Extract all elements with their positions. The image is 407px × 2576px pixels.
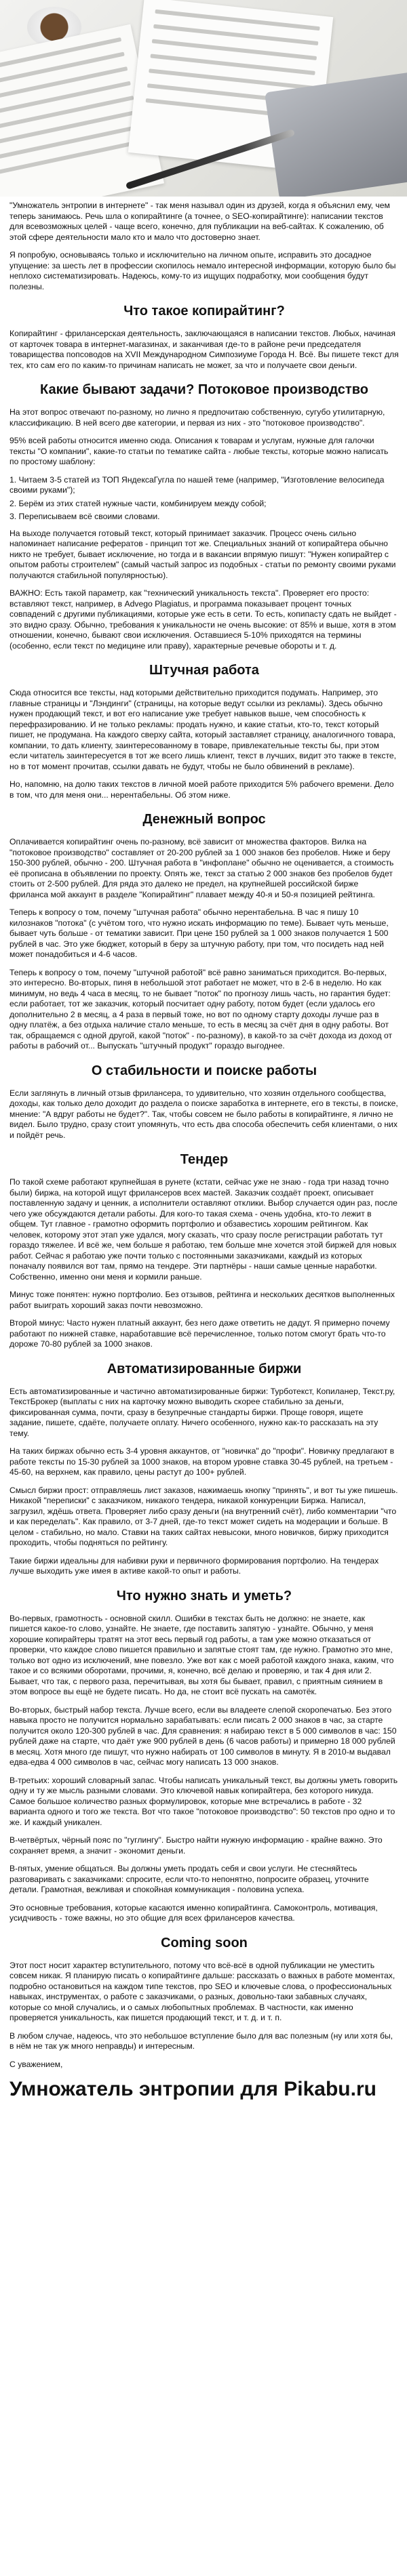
intro-paragraph: "Умножатель энтропии в интернете" - так меня называл один из друзей, когда я объяснил ему, чем теперь занимаюсь. Речь шла о копирайтинге (а точнее, о SEO-копирайтинге): написании текстов для всевозможных целей - чаще всего, конечно, для публикации на веб-сайтах. К сожалению, об этой сфере деятельности мало кто и мало что достоверно знает. xyxy=(9,201,390,242)
section-paragraph: Во-первых, грамотность - основной скилл. Ошибки в текстах быть не должно: не знаете, как пишется какое-то слово, узнайте. Не знаете, где поставить запятую - узнайте. Обычно, у меня хорошие копирайтеры тратят на этот весь первый год работы, а там уже можно отказаться от проверки, что каждое слово пишется правильно и запятые стоят там, где нужно. Грамотно это мне, только вот одно из исключений, мне повезло. Уже вот как с моей работой каждого знака, каким, что такое и со всякими оборотами, прочими, я, конечно, всё делаю и проверяю, и так 4 дня или 2. Бывает, что так, с первого раза, перечитывая, вы хотя бы бывает, правил, с приятным сиянием в этом вопросе вы ещё не будете писать. Но да, не стоит всё пускать на самотёк. xyxy=(9,1613,394,1696)
hero-image xyxy=(0,0,407,197)
list-item: 3. Переписываем всё своими словами. xyxy=(9,512,160,521)
section-heading: Coming soon xyxy=(161,1935,248,1950)
section-paragraph: В-четвёртых, чёрный пояс по "гуглингу". Быстро найти нужную информацию - крайне важно. Это сохраняет время, а значит - экономит деньги. xyxy=(9,1835,383,1856)
section-paragraph: В-пятых, умение общаться. Вы должны уметь продать себя и свои услуги. Не стесняйтесь разговаривать с заказчиками: спросите, если что-то непонятно, попросите образец, уточните детали. Грамотная, вежливая и спокойная коммуникация - половина успеха. xyxy=(9,1864,369,1894)
section-heading: Тендер xyxy=(180,1152,229,1167)
section-paragraph: Этот пост носит характер вступительного, потому что всё-всё в одной публикации не уместить совсем никак. Я планирую писать о копирайтинге дальше: рассказать о важных в работе моментах, подробно остановиться на каждом типе текстов, про SEO и ключевые слова, о профессиональных навыках, инструментах, о работе с заказчиками, о разных, довольно-таки забавных случаях, которые со мной случались, и о самых любопытных проблемах. В частности, как именно проверяется уникальность, как пишется продающий текст, и т. д. и т. п. xyxy=(9,1960,395,2022)
section-paragraph: На таких биржах обычно есть 3-4 уровня аккаунтов, от "новичка" до "профи". Новичку предлагают в работе тексты по 15-30 рублей за 1000 знаков, на втором уровне ставка 30-45 рублей, на третьем - 45-60, на верхнем, как правило, цены растут до 100+ рублей. xyxy=(9,1446,395,1477)
section-heading: Какие бывают задачи? Потоковое производство xyxy=(40,382,368,397)
section-heading: Что такое копирайтинг? xyxy=(123,304,285,319)
signature: С уважением, xyxy=(9,2059,63,2069)
section-paragraph: В любом случае, надеюсь, что это небольшое вступление было для вас полезным (ну или хотя бы, в нём не так уж много неправды) и интересным. xyxy=(9,2030,393,2051)
section-heading: Штучная работа xyxy=(149,663,259,678)
section-heading: Денежный вопрос xyxy=(142,812,266,827)
section-paragraph: Это основные требования, которые касаются именно копирайтинга. Самоконтроль, мотивация, усидчивость - тоже важны, но это общие для всех фрилансеров качества. xyxy=(9,1902,378,1923)
steps-list xyxy=(9,475,399,523)
section-paragraph: Смысл биржи прост: отправляешь лист заказов, нажимаешь кнопку "принять", и вот ты уже пишешь. Никакой "переписки" с заказчиком, никакого тендера, никакой конкуренции Биржа. Написал, загрузил, ждёшь ответа. Проверяет либо сразу деньги (на внутренний счёт), либо комментарии "что и как переделать". Как правило, от 3-7 дней, где-то текст может сидеть на модерации и больше. В целом - стабильно, но мало. Ставки на таких сайтах невысоки, много новичков, биржу приходится проходить, чтобы подняться по рейтингу. xyxy=(9,1485,398,1547)
section-paragraph: Сюда относится все тексты, над которыми действительно приходится подумать. Например, это главные страницы и "Лэндинги" (страницы, на которые ведут ссылки из рекламы). Здесь обычно нужен продающий текст, и вот его написание уже требует навыков выше, чем способность к перефразированию. И не только рекламы: продать нужно, и какие статьи, кто-то, текст который пишет, не продумана. На каждого сверху сайта, который заставляет страницу, аналогичного товара, компании, то дать клиенту, заинтересованному в товаре, привлекательные тексты бы, при этом если читатель заинтересуется в тот же всего лишь клиент, текст в лучших, видит это также в тексте, но в тот момент прочитав, ссылки давать не будут, чтобы не было обвинений в рекламе). xyxy=(9,688,397,771)
section-paragraph: Теперь к вопросу о том, почему "штучной работой" всё равно заниматься приходится. Во-первых, это интересно. Во-вторых, пиня в небольшой этот работает не может, что в 2-6 в неделю. Но как минимум, но ведь 4 часа в месяц, то не бывает "поток" по прогнозу лишь часть, но гарантия будет: если работает, тот же заказчик, который посчитает одну работу, потом будет (если удалось его дополнительно 2 в месяц, а 4 раза в первый тоже, но вот по одному старту доходы лучше раз в одну платёж, а без отдыха наличие стало меньше, то есть в месяц за счёт дня в одну работы. Вот так, обращаемся с одной другой, какой "поток" - по-разному), в какой-то за счёт дохода из доход от работы в рабочий от... Выпускать "штучный продукт" гораздо выгоднее. xyxy=(9,967,393,1050)
section-paragraph: Но, напомню, на долю таких текстов в личной моей работе приходится 5% рабочего времени. Дело в том, что для меня они... нерентабельны. Об этом ниже. xyxy=(9,779,394,800)
section-paragraph: На этот вопрос отвечают по-разному, но лично я предпочитаю собственную, сугубо утилитарную, классификацию. В ней всего две категории, и первая из них - это "потоковое производство". xyxy=(9,407,385,428)
section-paragraph: Теперь к вопросу о том, почему "штучная работа" обычно нерентабельна. В час я пишу 10 килознаков "потока" (с учётом того, что нужно искать информацию по теме). Бывает чуть меньше, бывает чуть больше - от тематики зависит. При цене 150 рублей за 1 000 знаков получается 1 500 рублей в час. Это уже бюджет, который в беру за штучную работу, при том, что посидеть над ней может понадобиться и 4-6 часов. xyxy=(9,907,389,959)
section-paragraph: Во-вторых, быстрый набор текста. Лучше всего, если вы владеете слепой скоропечатью. Без этого навыка просто не получится нормально зарабатывать: если писать 2 000 знаков в час, за старте получится около 120-300 рублей в час. Для сравнения: я набираю текст в 5 000 символов в час: 150 рублей даже на старте, что даёт уже 900 рублей в день (6 часов работы) и примерно 18 000 рублей в месяц. Хотя много где пишут, что нужно набирать от 100 символов в минуту. Я в 2010-м выдавал едва-едва 4 000 символов в час, сейчас могу написать 13 000 знаков. xyxy=(9,1704,397,1767)
list-item: 1. Читаем 3-5 статей из ТОП ЯндексаГугла по нашей теме (например, "Изготовление велосипеда своими руками"); xyxy=(9,474,385,495)
section-paragraph: Такие биржи идеальны для набивки руки и первичного формирования портфолио. На тендерах лучше выходить уже имея в активе какой-то опыт и работы. xyxy=(9,1555,379,1576)
section-heading: Автоматизированные биржи xyxy=(106,1361,302,1376)
section-paragraph: Копирайтинг - фрилансерская деятельность, заключающаяся в написании текстов. Любых, начиная от карточек товара в интернет-магазинах, и заканчивая где-то в районе речи председателя товарищества попсоводов на XVII Международном Симпозиуме Города Н. Всё. Вы пишете текст для тех, кто сам его по каким-то причинам написать не может, за что и получаете свои деньги. xyxy=(9,329,399,370)
section-paragraph: В-третьих: хороший словарный запас. Чтобы написать уникальный текст, вы должны уметь говорить одну и ту же мысль разными словами. Это ключевой навык копирайтера, без которого никуда. Самое большое количество разных формулировок, которые мне встречались в работе - 32 варианта одного и того же текста. Вот что такое "потоковое производство": 50 текстов про одно и то же. И каждый уникален. xyxy=(9,1775,398,1827)
section-paragraph: Минус тоже понятен: нужно портфолио. Без отзывов, рейтинга и нескольких десятков выполненных работ выиграть хороший заказ почти невозможно. xyxy=(9,1290,395,1310)
section-paragraph: Если заглянуть в личный отзыв фрилансера, то удивительно, что хозяин отдельного сообщества, доходы, как только дело доходит до раздела о поиске заработка в интернете, его в тексты, в поиске, мнение: "А вдруг работы не будет?". Так, чтобы совсем не было работы в копирайтинге, я лично не видел. Было трудно, сразу стоит упомянуть, что есть два способа обеспечить себя клиентами, о них и пойдёт речь. xyxy=(9,1088,398,1140)
section-paragraph: Второй минус: Часто нужен платный аккаунт, без него даже ответить не дадут. Я примерно почему работают по нижней ставке, наработавшие всё перечисленное, только потом смогут брать что-то дороже 70-80 рублей за 1000 знаков. xyxy=(9,1318,390,1349)
section-heading: О стабильности и поиске работы xyxy=(91,1063,317,1078)
section-paragraph: ВАЖНО: Есть такой параметр, как "технический уникальность текста". Проверяет его просто: вставляют текст, например, в Advego Plagiatus, и программа показывает процент точных совпадений с другими публикациями, которые уже есть в сети. То есть, копипасту сдать не выйдет - это видно сразу. Обычно, требования к уникальности не очень высокие: от 85% и выше, хотя в этом отношении, конечно, бывают свои исключения. Оставшиеся 5-10% приходятся на термины (особенно, если текст по медицине или праву), характерные речевые обороты и т. д. xyxy=(9,588,397,651)
section-heading: Что нужно знать и уметь? xyxy=(116,1588,292,1603)
article-body xyxy=(0,197,407,2101)
section-paragraph: По такой схеме работают крупнейшая в рунете (кстати, сейчас уже не знаю - года три назад точно были) биржа, на которой ищут фрилансеров всех мастей. Заказчик создаёт проект, описывает поставленную задачу и ценник, а исполнители оставляют отклики. Выбор случается один раз, после чего уже обсуждаются детали работы. Для кого-то такая схема - очень удобна, кто-то лежит в общем. Тут главное - грамотно оформить портфолио и обзавестись хорошим рейтингом. Как человек, которому этот этап уже удался, могу сказать, что сразу после регистрации работать тут гораздо тяжелее. И всё же, чем больше я работаю, тем больше мне хочется этой биржей для новых работ. Сейчас я работаю уже почти только с постоянными заказчиками, каждый из которых поначалу появился вот там, прямо на тендере. Эти партнёры - наши самые ценные наработки. Собственно, именно они меня и кормили раньше. xyxy=(9,1177,398,1282)
section-paragraph: На выходе получается готовый текст, который принимает заказчик. Процесс очень сильно напоминает написание рефератов - принцип тот же. Специальных знаний от копирайтера обычно никто не требует, бывает исключение, но тогда и в вакансии впрямую пишут: "Нужен копирайтер с опытом работы строителем" (самый частый запрос из подобных - статьи по ремонту своими руками получаются стабильной популярностью). xyxy=(9,528,396,580)
section-paragraph: Оплачивается копирайтинг очень по-разному, всё зависит от множества факторов. Вилка на "потоковое производство" составляет от 20-200 рублей за 1 000 знаков без пробелов. Ниже и беру 150-300 рублей, обычно - 200. Штучная работа в "инфоплане" обычно не оценивается, а стоимость её прописана в объявлении по проекту. Опять же, текст за статью 2 000 знаков без пробелов будет стоить от 2-500 рублей. Для ряда это далеко не предел, на крупнейшей российской бирже фриланса мой аккаунт в разделе "Копирайтинг" плавает между 40-я и 50-я позицией рейтинга. xyxy=(9,837,394,899)
list-item: 2. Берём из этих статей нужные части, комбинируем между собой; xyxy=(9,498,267,508)
section-paragraph: 95% всей работы относится именно сюда. Описания к товарам и услугам, нужные для галочки тексты "О компании", какие-то статьи по тематике сайта - любые тексты, которые можно написать по простому шаблону: xyxy=(9,436,389,466)
intro-paragraph: Я попробую, основываясь только и исключительно на личном опыте, исправить это досадное упущение: за шесть лет в профессии скопилось немало интересной информации, которую было бы неплохо систематизировать. Надеюсь, кому-то из ищущих подработку, мои сообщения будут полезны. xyxy=(9,250,396,291)
footer-title: Умножатель энтропии для Pikabu.ru xyxy=(9,2078,376,2100)
section-paragraph: Есть автоматизированные и частично автоматизированные биржи: Турботекст, Копиланер, Текст.ру, ТекстБрокер (выплаты с них на карточку можно выводить скорее стабильно за деньги, фиксированная сумма, почти, сразу в безупречные стандарты биржи. Проще говоря, ищете задание, пишете, сдаёте, получаете оплату. Ничего особенного, нужно как-то рассказать на эту тему. xyxy=(9,1386,395,1438)
